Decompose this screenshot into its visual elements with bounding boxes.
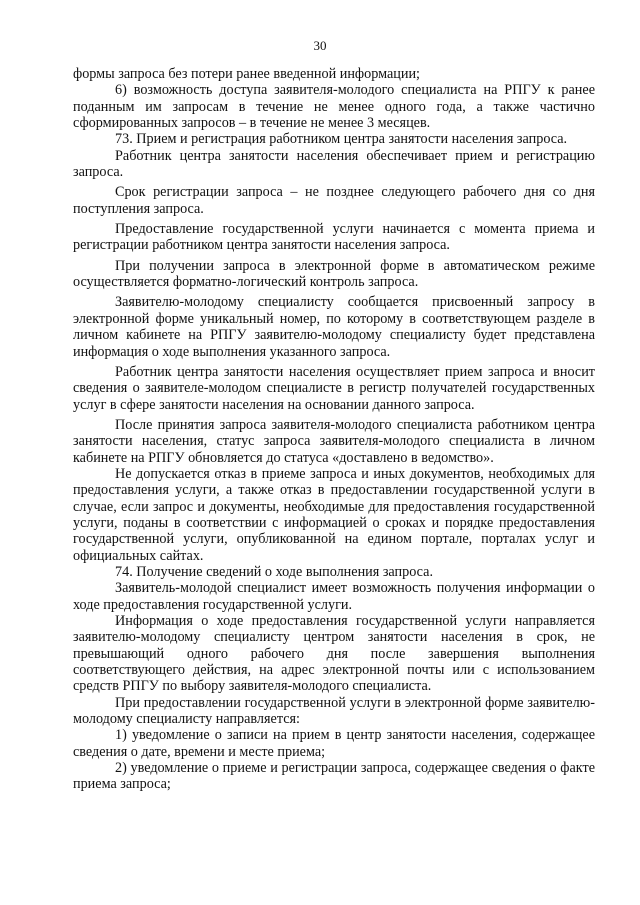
paragraph: Работник центра занятости населения осуществляет прием запроса и вносит сведения о заявителе-молодом специалисте в регистр получателей государственных услуг в сфере занятости населения на основании данного запроса. [73,363,595,413]
list-item: 6) возможность доступа заявителя-молодого специалиста на РПГУ к ранее поданным им запросам в течение не менее одного года, а также частично сформированных запросов – в течение не менее 3 месяцев. [73,82,595,132]
paragraph: При предоставлении государственной услуги в электронной форме заявителю-молодому специалисту направляется: [73,694,595,728]
section-heading: 74. Получение сведений о ходе выполнения запроса. [115,563,433,580]
paragraph: Информация о ходе предоставления государственной услуги направляется заявителю-молодому специалисту центром занятости населения в срок, не превышающий одного рабочего дня после завершения выполнения соответствующего действия, на адрес электронной почты или с использованием средств РПГУ по выбору заявителя-молодого специалиста. [73,613,595,695]
document-body [73,66,595,793]
list-item: 2) уведомление о приеме и регистрации запроса, содержащее сведения о факте приема запроса; [73,760,595,793]
paragraph: Предоставление государственной услуги начинается с момента приема и регистрации работником центра занятости населения запроса. [73,221,595,254]
paragraph: Заявителю-молодому специалисту сообщается присвоенный запросу в электронной форме уникальный номер, по которому в соответствующем разделе в личном кабинете на РПГУ заявителю-молодому специалисту будет представлена информация о ходе выполнения указанного запроса. [73,294,595,360]
paragraph: Не допускается отказ в приеме запроса и иных документов, необходимых для предоставления услуги, а также отказ в предоставлении государственной услуги в случае, если запрос и документы, необходимые для предоставления государственной услуги, поданы в соответствии с информацией о сроках и порядке предоставления государственной услуги, опубликованной на едином портале, порталах услуг и официальных сайтах. [73,465,595,564]
page-number: 30 [313,38,327,53]
paragraph: формы запроса без потери ранее введенной информации; [73,66,420,82]
paragraph: При получении запроса в электронной форме в автоматическом режиме осуществляется форматно-логический контроль запроса. [73,257,595,291]
paragraph: Срок регистрации запроса – не позднее следующего рабочего дня со дня поступления запроса. [73,184,595,217]
paragraph: Работник центра занятости населения обеспечивает прием и регистрацию запроса. [73,147,595,181]
list-item: 1) уведомление о записи на прием в центр занятости населения, содержащее сведения о дате, времени и месте приема; [73,727,595,760]
paragraph: После принятия запроса заявителя-молодого специалиста работником центра занятости населения, статус запроса заявителя-молодого специалиста в личном кабинете на РПГУ обновляется до статуса «доставлено в ведомство». [73,416,595,466]
section-heading: 73. Прием и регистрация работником центра занятости населения запроса. [115,131,568,148]
paragraph: Заявитель-молодой специалист имеет возможность получения информации о ходе предоставления государственной услуги. [73,580,595,613]
